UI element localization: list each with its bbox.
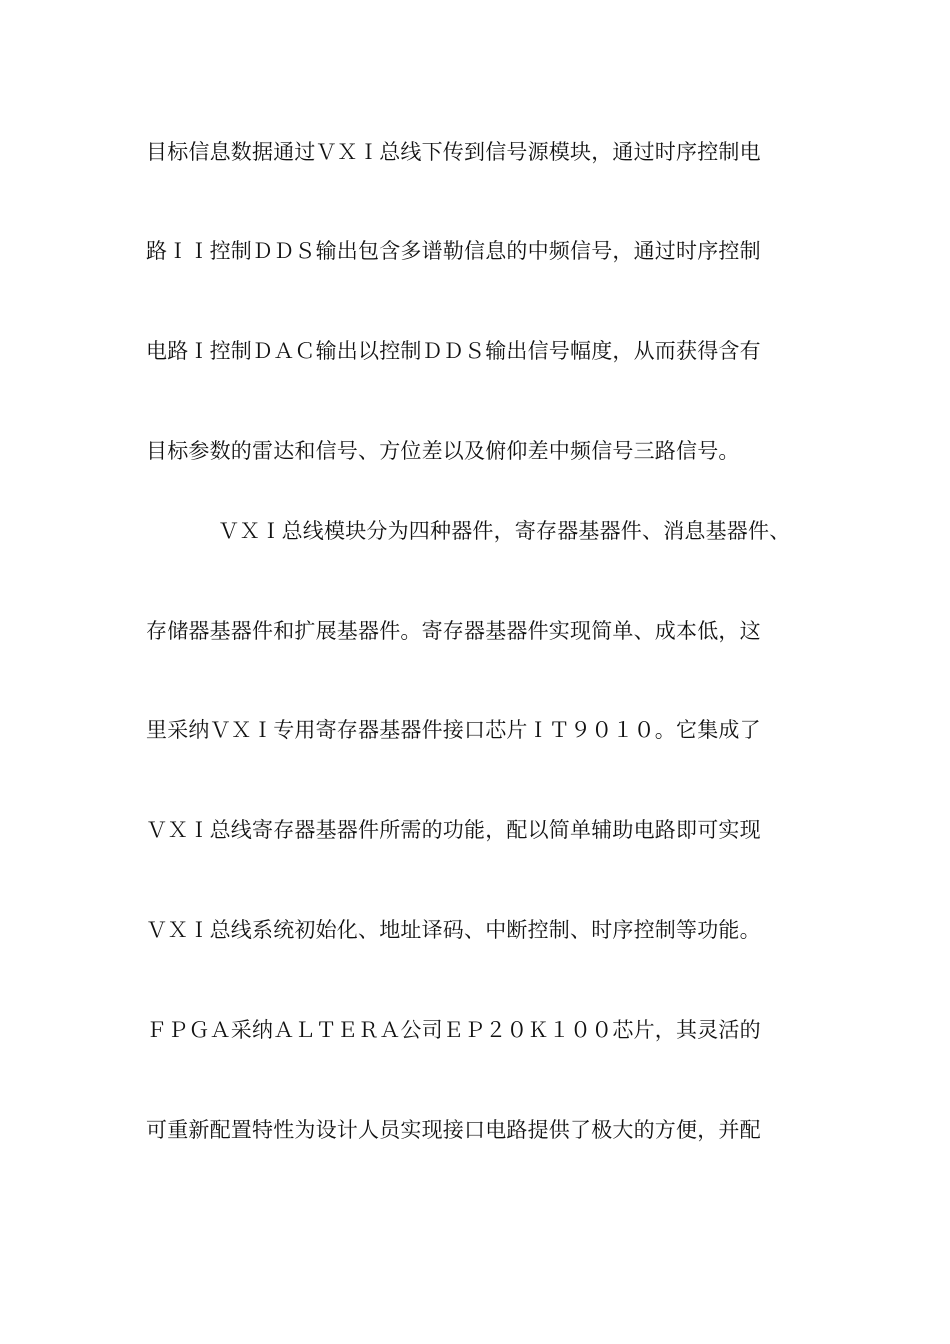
- text-line-10: ＦＰＧＡ采纳ＡＬＴＥＲＡ公司ＥＰ２０Ｋ１００芯片，其灵活的: [146, 1018, 761, 1042]
- text-line-8: ＶＸＩ总线寄存器基器件所需的功能，配以简单辅助电路即可实现: [146, 818, 761, 842]
- text-line-2: 路ＩＩ控制ＤＤＳ输出包含多谱勒信息的中频信号，通过时序控制: [146, 239, 761, 263]
- text-line-7: 里采纳ＶＸＩ专用寄存器基器件接口芯片ＩＴ９０１０。它集成了: [146, 718, 761, 742]
- text-line-1: 目标信息数据通过ＶＸＩ总线下传到信号源模块，通过时序控制电: [146, 140, 761, 164]
- text-line-4: 目标参数的雷达和信号、方位差以及俯仰差中频信号三路信号。: [146, 439, 740, 463]
- paragraph-start-line: ＶＸＩ总线模块分为四种器件，寄存器基器件、消息基器件、: [218, 519, 791, 543]
- text-line-9: ＶＸＩ总线系统初始化、地址译码、中断控制、时序控制等功能。: [146, 918, 761, 942]
- text-line-6: 存储器基器件和扩展基器件。寄存器基器件实现简单、成本低，这: [146, 619, 761, 643]
- text-line-11: 可重新配置特性为设计人员实现接口电路提供了极大的方便，并配: [146, 1118, 761, 1142]
- text-line-3: 电路Ｉ控制ＤＡＣ输出以控制ＤＤＳ输出信号幅度，从而获得含有: [146, 339, 761, 363]
